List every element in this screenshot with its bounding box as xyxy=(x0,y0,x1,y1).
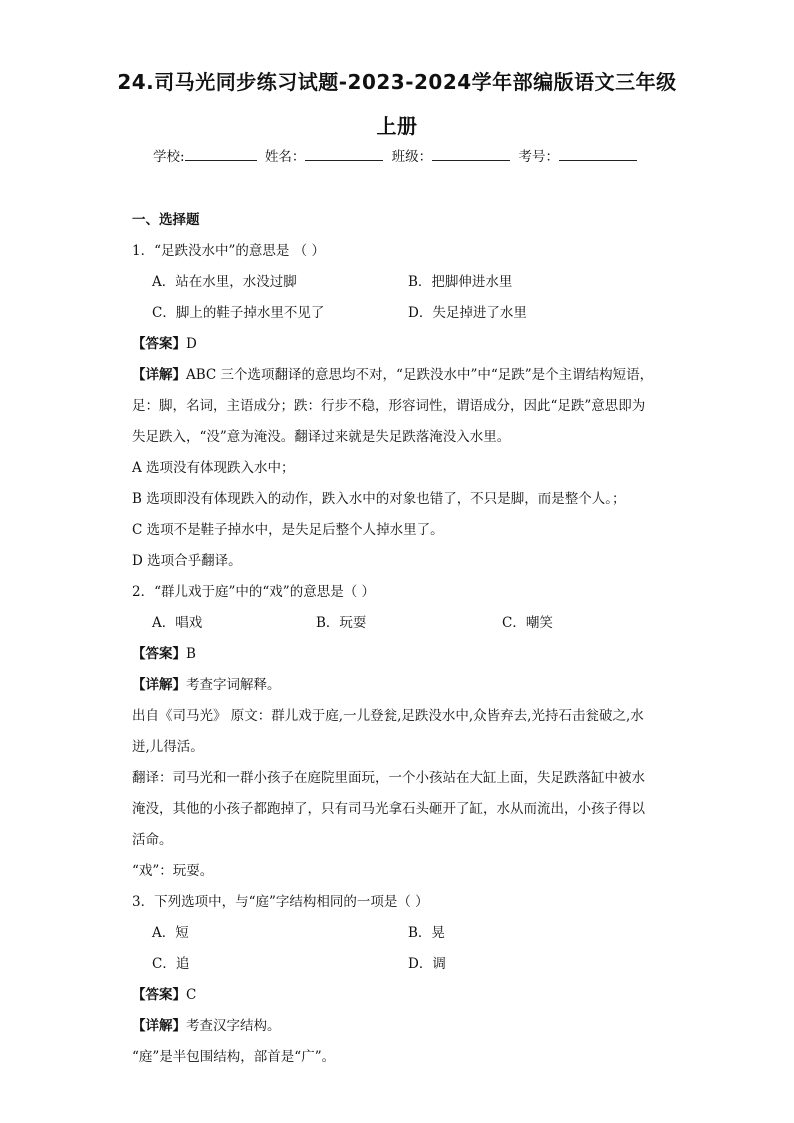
answer-tag: 【答案】 xyxy=(132,336,186,352)
document-title-line-2: 上册 xyxy=(376,114,418,138)
document-title-line-1: 24.司马光同步练习试题-2023-2024学年部编版语文三年级 xyxy=(117,70,677,94)
question-1-answer xyxy=(132,329,672,360)
answer-tag: 【答案】 xyxy=(132,987,186,1003)
detail-text: 迸,儿得活。 xyxy=(132,739,204,755)
name-blank[interactable] xyxy=(305,148,383,161)
question-2-answer xyxy=(132,639,672,670)
question-3-stem: 3．下列选项中，与“庭”字结构相同的一项是（ ） xyxy=(132,894,429,910)
student-info-fields xyxy=(0,145,794,165)
detail-text: B 选项即没有体现跌入的动作，跌入水中的对象也错了，不只是脚，而是整个人。； xyxy=(132,491,626,507)
exam-number-blank[interactable] xyxy=(559,148,637,161)
detail-tag: 【详解】 xyxy=(132,367,186,383)
detail-text: D 选项合乎翻译。 xyxy=(132,553,242,569)
school-label: 学校: xyxy=(153,149,185,165)
answer-tag: 【答案】 xyxy=(132,646,186,662)
option-b: B．晃 xyxy=(408,925,445,941)
question-3-answer xyxy=(132,980,672,1011)
detail-text: 活命。 xyxy=(132,832,173,848)
detail-text: “戏”：玩耍。 xyxy=(132,863,214,879)
detail-tag: 【详解】 xyxy=(132,677,186,693)
question-3-options-row-2 xyxy=(132,949,672,980)
detail-text: 翻译：司马光和一群小孩子在庭院里面玩，一个小孩站在大缸上面，失足跌落缸中被水 xyxy=(132,770,645,786)
option-c: C．脚上的鞋子掉水里不见了 xyxy=(152,305,325,321)
detail-text: 出自《司马光》 原文：群儿戏于庭,一儿登瓮,足跌没水中,众皆弃去,光持石击瓮破之,水 xyxy=(132,708,644,724)
option-a: A．站在水里，水没过脚 xyxy=(152,274,297,290)
question-1-detail-line xyxy=(132,360,672,391)
detail-text: C 选项不是鞋子掉水中，是失足后整个人掉水里了。 xyxy=(132,522,444,538)
option-d: D．失足掉进了水里 xyxy=(408,305,527,321)
detail-tag: 【详解】 xyxy=(132,1018,186,1034)
class-blank[interactable] xyxy=(432,148,510,161)
answer-value: D xyxy=(186,336,197,352)
question-1-options-row-2 xyxy=(132,298,672,329)
option-b: B．把脚伸进水里 xyxy=(408,274,513,290)
question-1-stem: 1．“足跌没水中”的意思是 （ ） xyxy=(132,243,325,259)
detail-text: 足：脚，名词，主语成分；跌：行步不稳，形容词性，谓语成分，因此“足跌”意思即为 xyxy=(132,398,646,414)
option-d: D．调 xyxy=(408,956,446,972)
question-2-options-row xyxy=(132,608,672,639)
detail-text: 考查汉字结构。 xyxy=(186,1018,281,1034)
detail-text: 淹没，其他的小孩子都跑掉了，只有司马光拿石头砸开了缸，水从而流出，小孩子得以 xyxy=(132,801,645,817)
class-label: 班级： xyxy=(391,149,433,165)
detail-text: 考查字词解释。 xyxy=(186,677,281,693)
school-blank[interactable] xyxy=(185,148,257,161)
option-c: C．嘲笑 xyxy=(502,615,553,631)
question-3-detail-line xyxy=(132,1011,672,1042)
answer-value: B xyxy=(186,646,196,662)
question-1-options-row-1 xyxy=(132,267,672,298)
option-b: B．玩耍 xyxy=(316,615,367,631)
question-2-stem: 2．“群儿戏于庭”中的“戏”的意思是（ ） xyxy=(132,584,375,600)
detail-text: 失足跌入，“没”意为淹没。翻译过来就是失足跌落淹没入水里。 xyxy=(132,429,511,445)
name-label: 姓名： xyxy=(264,149,306,165)
detail-text: ABC 三个选项翻译的意思均不对，“足跌没水中”中“足跌”是个主谓结构短语， xyxy=(186,367,654,383)
option-a: A．唱戏 xyxy=(152,615,203,631)
detail-text: “庭”是半包围结构，部首是“广”。 xyxy=(132,1049,336,1065)
answer-value: C xyxy=(186,987,197,1003)
exam-number-label: 考号： xyxy=(518,149,559,165)
question-2-detail-line xyxy=(132,670,672,701)
section-title: 一、选择题 xyxy=(132,212,200,228)
document-body xyxy=(132,205,672,1073)
option-c: C．追 xyxy=(152,956,190,972)
detail-text: A 选项没有体现跌入水中； xyxy=(132,460,295,476)
question-3-options-row-1 xyxy=(132,918,672,949)
option-a: A．短 xyxy=(152,925,189,941)
